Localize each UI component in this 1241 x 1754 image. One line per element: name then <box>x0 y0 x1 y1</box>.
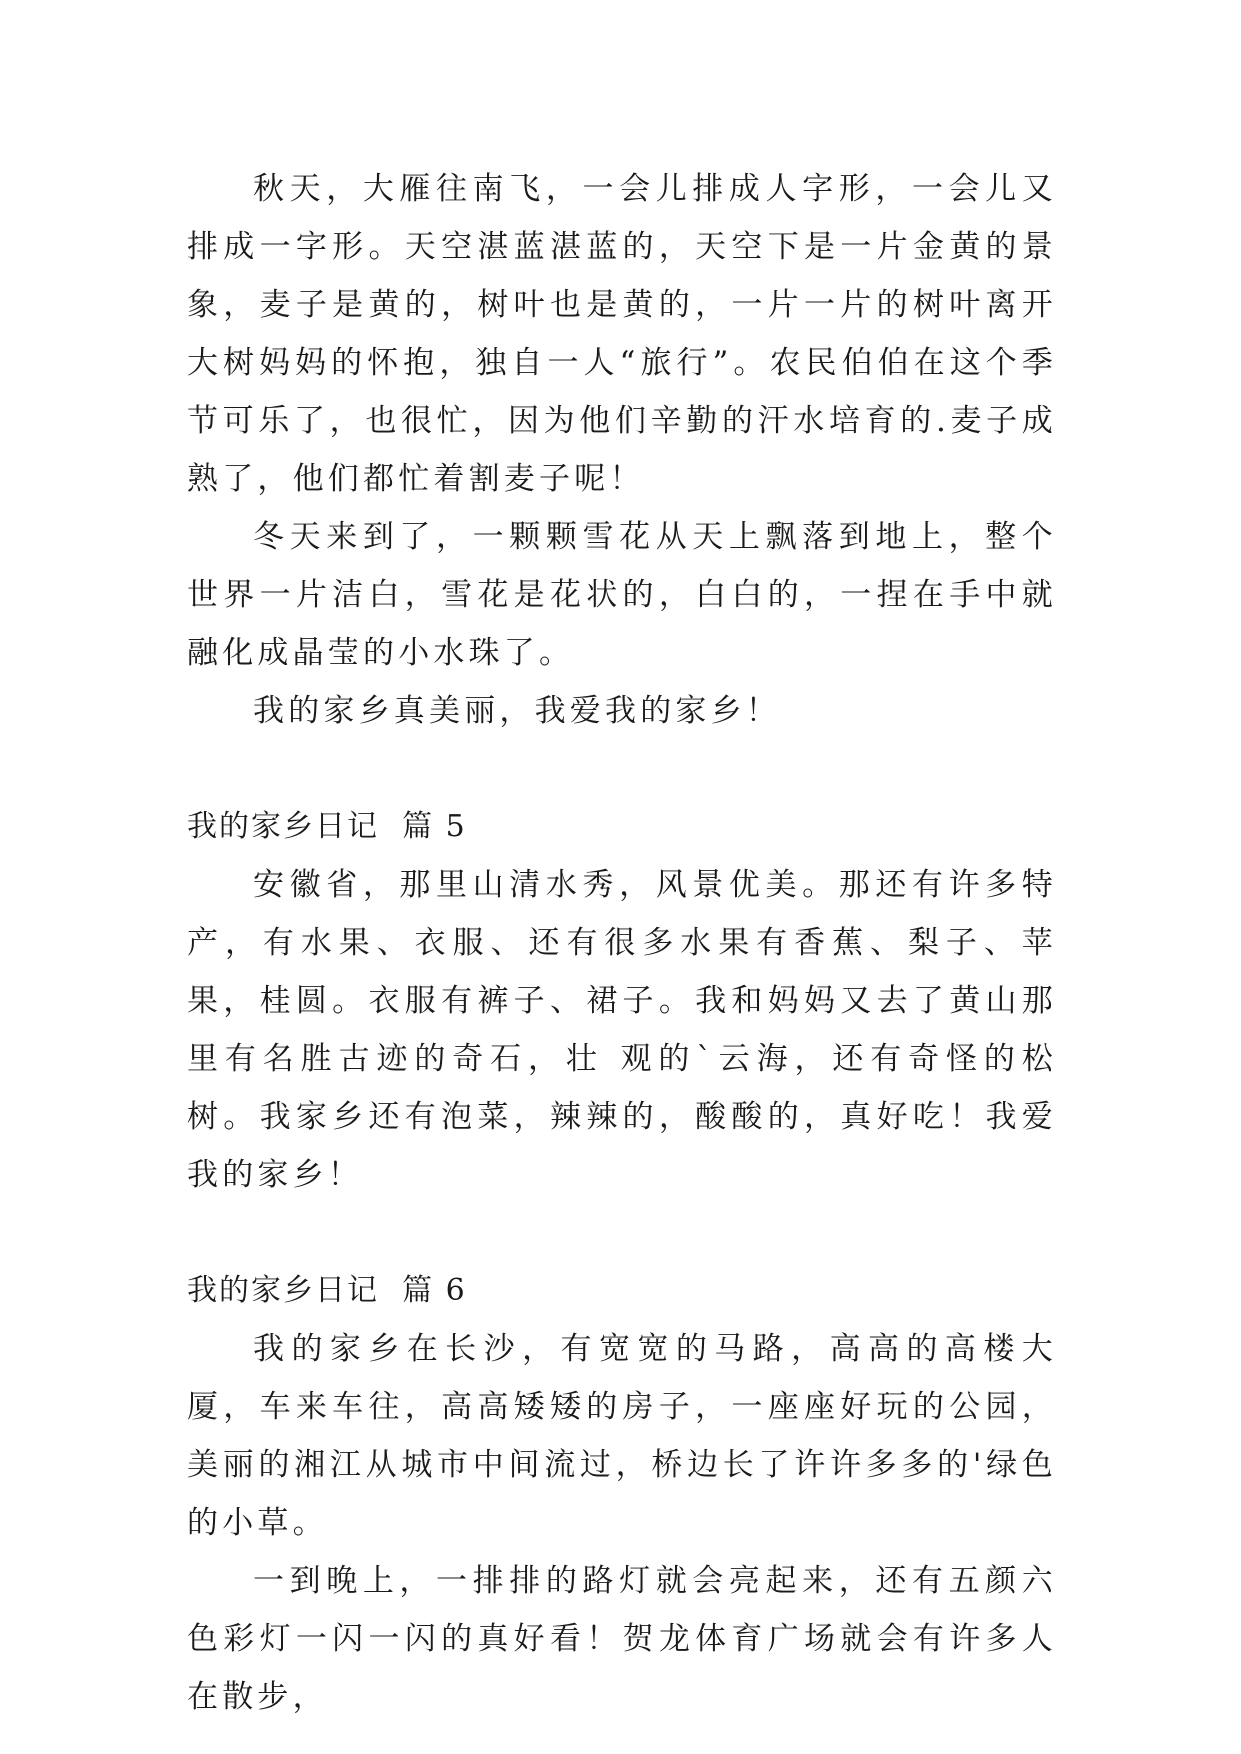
document-page <box>187 160 1057 1726</box>
paragraph-winter: 冬天来到了，一颗颗雪花从天上飘落到地上，整个世界一片洁白，雪花是花状的，白白的，一捏在手中就融化成晶莹的小水珠了。 <box>187 519 1057 671</box>
paragraph-autumn: 秋天，大雁往南飞，一会儿排成人字形，一会儿又排成一字形。天空湛蓝湛蓝的，天空下是一片金黄的景象，麦子是黄的，树叶也是黄的，一片一片的树叶离开大树妈妈的怀抱，独自一人“旅行”。农民伯伯在这个季节可乐了，也很忙，因为他们辛勤的汗水培育的.麦子成熟了，他们都忙着割麦子呢！ <box>187 171 1057 497</box>
section5-paragraph: 安徽省，那里山清水秀，风景优美。那还有许多特产，有水果、衣服、还有很多水果有香蕉、梨子、苹果，桂圆。衣服有裤子、裙子。我和妈妈又去了黄山那里有名胜古迹的奇石，壮 观的`云海，还有奇怪的松树。我家乡还有泡菜，辣辣的，酸酸的，真好吃！我爱我的家乡！ <box>187 867 1057 1193</box>
section6-paragraph-2: 一到晚上，一排排的路灯就会亮起来，还有五颜六色彩灯一闪一闪的真好看！贺龙体育广场就会有许多人在散步， <box>187 1563 1057 1715</box>
section-heading-6: 我的家乡日记 篇 6 <box>187 1273 467 1308</box>
section6-paragraph-1: 我的家乡在长沙，有宽宽的马路，高高的高楼大厦，车来车往，高高矮矮的房子，一座座好玩的公园，美丽的湘江从城市中间流过，桥边长了许许多多的'绿色的小草。 <box>187 1331 1057 1541</box>
paragraph-conclusion: 我的家乡真美丽，我爱我的家乡！ <box>253 693 781 729</box>
section-heading-5: 我的家乡日记 篇 5 <box>187 809 467 844</box>
